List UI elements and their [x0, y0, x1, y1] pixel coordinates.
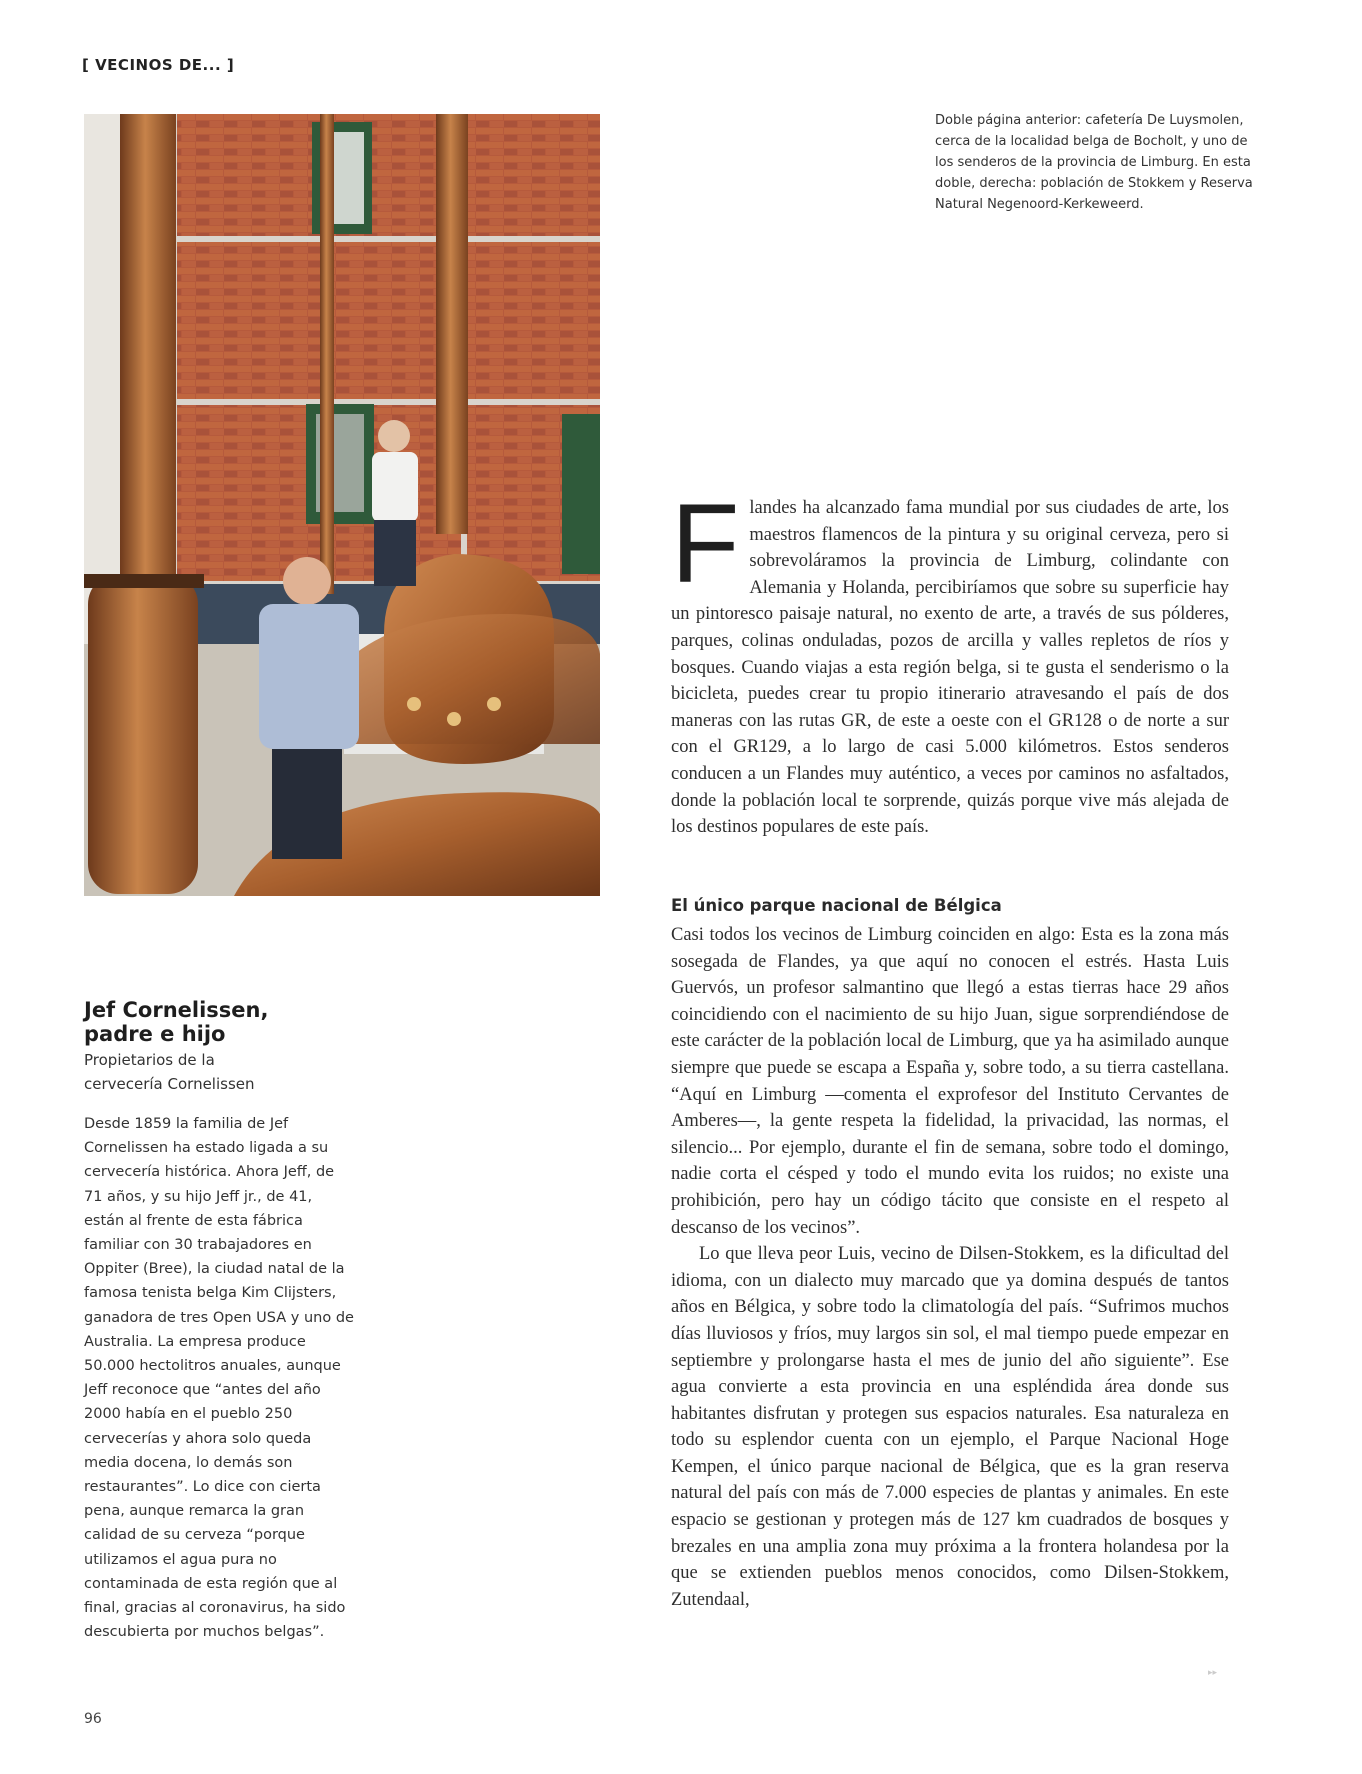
brewery-photo-illustration [84, 114, 600, 896]
photo-caption: Doble página anterior: cafetería De Luysmolen, cerca de la localidad belga de Bocholt, y uno de los senderos de la provincia de Limburg. En esta doble, derecha: población de Stokkem y Reserva Natural Negenoord-Kerkeweerd. [935, 113, 1253, 212]
section-tag: [ VECINOS DE... ] [82, 56, 235, 74]
article-subheading: El único parque nacional de Bélgica [671, 896, 1002, 915]
profile-role-line-1: Propietarios de la [84, 1051, 215, 1069]
body-paragraph-2: Lo que lleva peor Luis, vecino de Dilsen-Stokkem, es la dificultad del idioma, con un dialecto muy marcado que ya domina después de tantos años en Bélgica, y sobre todo la climatología del país. “Sufrimos muchos días lluviosos y fríos, muy largos sin sol, el mal tiempo puede empezar en septiembre y prolongarse hasta el mes de junio del año siguiente”. Ese agua convierte a esta provincia en una espléndida área donde sus habitantes disfrutan y protegen sus espacios naturales. Esa naturaleza en todo su esplendor cuenta con un ejemplo, el Parque Nacional Hoge Kempen, el único parque nacional de Bélgica, que es la gran reserva natural del país con más de 7.000 especies de plantas y animales. En este espacio se gestionan y protegen más de 127 km cuadrados de bosques y brezales en una amplia zona muy próxima a la frontera holandesa por la que se extienden pueblos menos conocidos, como Dilsen-Stokkem, Zutendaal, [671, 1244, 1229, 1610]
continue-arrow-icon: ▸▸ [1208, 1668, 1218, 1678]
body-paragraph-1: Casi todos los vecinos de Limburg coinciden en algo: Esta es la zona más sosegada de Flandes, ya que aquí no conocen el estrés. Hasta Luis Guervós, un profesor salmantino que llegó a estas tierras hace 29 años coincidiendo con el nacimiento de su hijo Juan, sigue sorprendiéndose de este carácter de la población local de Limburg, que ya ha asimilado aunque siempre que puede se escapa a España y, sobre todo, a su tierra castellana. “Aquí en Limburg —comenta el exprofesor del Instituto Cervantes de Amberes—, la gente respeta la fidelidad, la privacidad, las normas, el silencio... Por ejemplo, durante el fin de semana, sobre todo el domingo, nadie corta el césped y todo el mundo evita los ruidos; no existe una prohibición, pero hay un código tácito que consiste en el respeto al descanso de los vecinos”. [671, 925, 1229, 1238]
profile-body: Desde 1859 la familia de Jef Cornelissen ha estado ligada a su cervecería histórica. Ahora Jeff, de 71 años, y su hijo Jeff jr., de 41, están al frente de esta fábrica familiar con 30 trabajadores en Oppiter (Bree), la ciudad natal de la famosa tenista belga Kim Clijsters, ganadora de tres Open USA y uno de Australia. La empresa produce 50.000 hectolitros anuales, aunque Jeff reconoce que “antes del año 2000 había en el pueblo 250 cervecerías y ahora solo queda media docena, lo demás son restaurantes”. Lo dice con cierta pena, aunque remarca la gran calidad de su cerveza “porque utilizamos el agua pura no contaminada de esta región que al final, gracias al coronavirus, ha sido descubierta por muchos belgas”. [84, 1116, 354, 1641]
brewery-photo [84, 114, 600, 896]
profile-box [84, 998, 354, 1644]
profile-name-line-1: Jef Cornelissen, [84, 998, 269, 1022]
intro-paragraph: landes ha alcanzado fama mundial por sus ciudades de arte, los maestros flamencos de la pintura y su original cerveza, pero si sobrevoláramos la provincia de Limburg, colindante con Alemania y Holanda, percibiríamos que sobre su superficie hay un pintoresco paisaje natural, no exento de arte, a través de sus pólderes, parques, colinas onduladas, pozos de arcilla y valles repletos de ríos y bosques. Cuando viajas a esta región belga, si te gusta el senderismo o la bicicleta, puedes crear tu propio itinerario atravesando el país de dos maneras con las rutas GR, de este a oeste con el GR128 o de norte a sur con el GR129, a lo largo de casi 5.000 kilómetros. Estos senderos conducen a un Flandes muy auténtico, a veces por caminos no asfaltados, donde la población local te sorprende, quizás porque vive más alejada de los destinos populares de este país. [671, 498, 1229, 838]
article-intro [671, 481, 1229, 841]
profile-name-line-2: padre e hijo [84, 1022, 226, 1046]
article-body [671, 922, 1229, 1613]
drop-cap: F [671, 481, 740, 606]
profile-role-line-2: cervecería Cornelissen [84, 1075, 255, 1093]
page-number: 96 [84, 1711, 102, 1727]
profile-role [84, 1048, 354, 1096]
profile-name [84, 998, 354, 1046]
